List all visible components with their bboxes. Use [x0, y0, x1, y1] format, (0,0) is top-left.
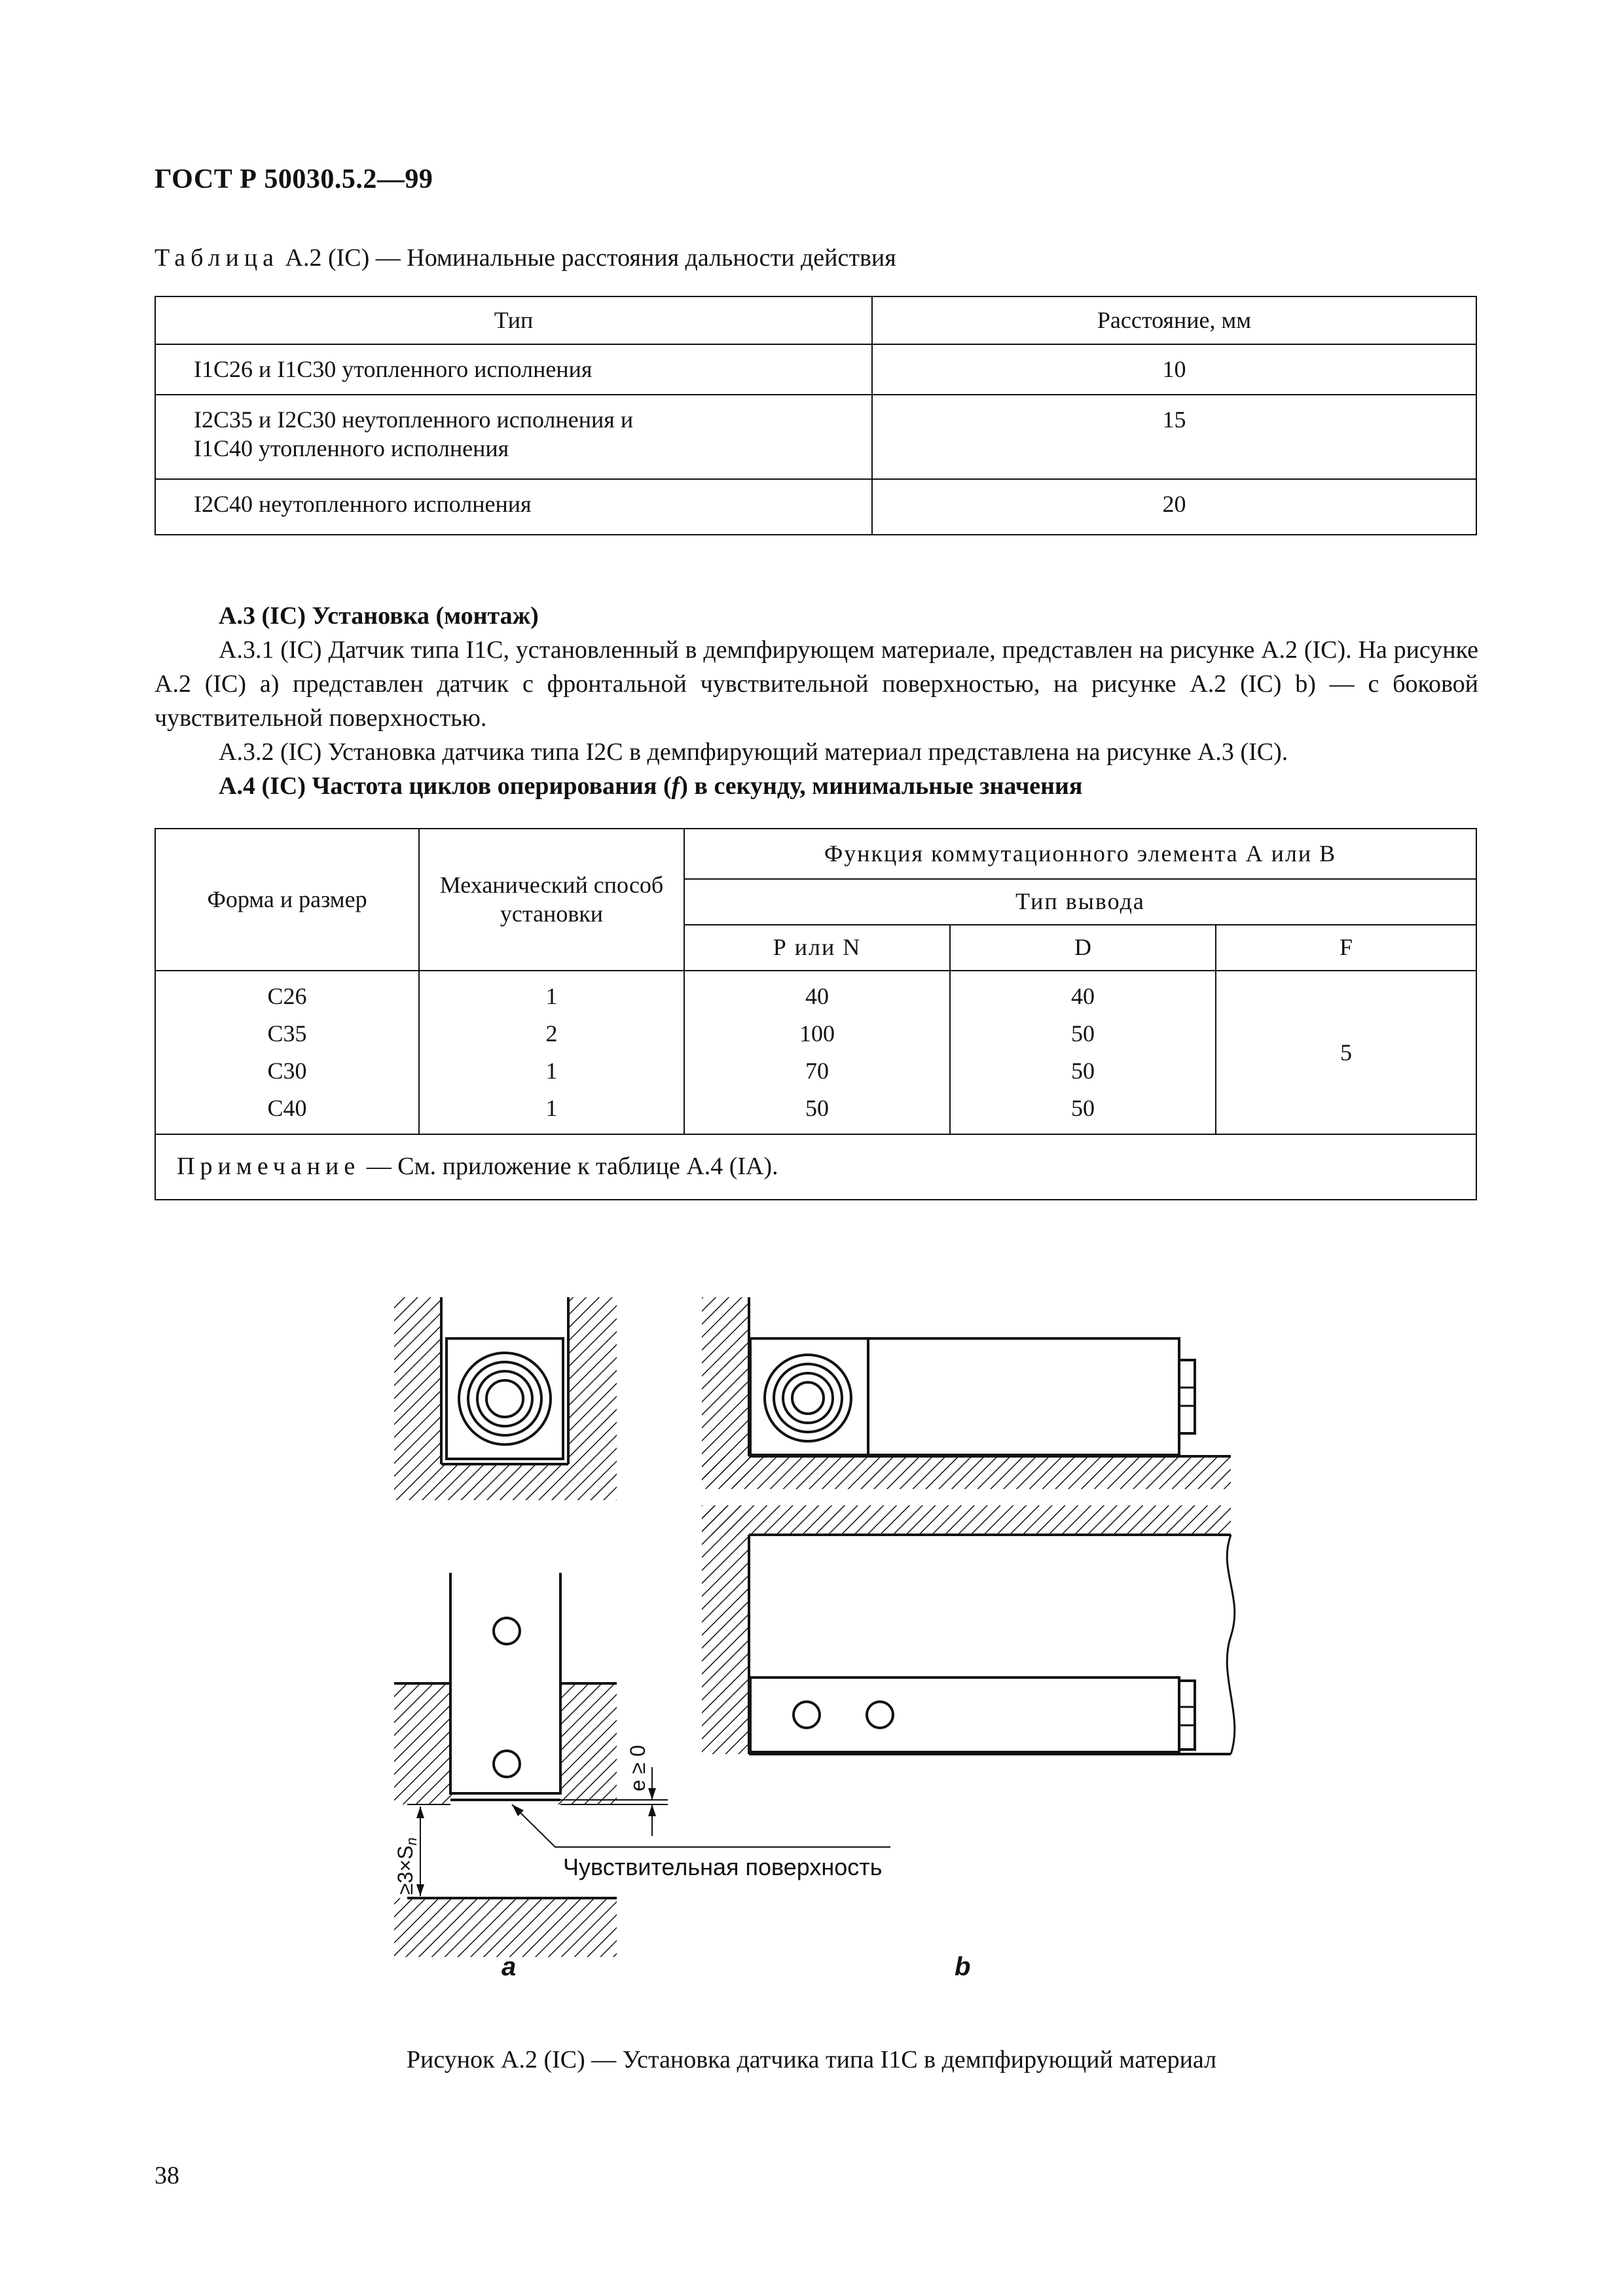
section-heading-a3: А.3 (IC) Установка (монтаж) [219, 602, 539, 630]
cell-line: I2C35 и I2C30 неутопленного исполнения и [194, 406, 634, 433]
table-cell-type: I2C40 неутопленного исполнения [155, 479, 872, 535]
table2-operating-frequency [155, 828, 1477, 1200]
connector [1179, 1360, 1195, 1433]
column-header-type: Тип [155, 296, 872, 344]
table1-caption-text: А.2 (IC) — Номинальные расстояния дальности действия [279, 244, 896, 272]
cell-value: 1 [545, 983, 558, 1009]
paragraph-a31: А.3.1 (IC) Датчик типа I1C, установленный в демпфирующем материале, представлен на рисунке А.2 (IC). На рисунке А.2 (IC) а) представлен датчик с фронтальной чувствительной поверхностью, на рисунке А.2 (IC) b) — с боковой чувствительной поверхностью. [155, 636, 1478, 732]
table-cell-f: 5 [1216, 971, 1476, 1134]
heading-part: ) в секунду, минимальные значения [680, 772, 1083, 800]
table1-caption [155, 243, 896, 272]
cell-value: C35 [267, 1020, 307, 1047]
damping-material-hatch [394, 1898, 617, 1957]
table-cell-type: I1C26 и I1C30 утопленного исполнения [155, 344, 872, 395]
column-header-function: Функция коммутационного элемента А или В [684, 829, 1476, 879]
damping-material-hatch [702, 1505, 749, 1754]
dimension-label-e: e ≥ 0 [626, 1745, 649, 1791]
heading-part: А.4 (IC) Частота циклов оперирования ( [219, 772, 672, 800]
body-text [155, 599, 1478, 803]
cell-value: 50 [805, 1095, 829, 1121]
table-header-row [155, 296, 1476, 344]
damping-material-hatch [702, 1505, 1231, 1535]
column-header-distance: Расстояние, мм [872, 296, 1476, 344]
figure-b-top-view [702, 1297, 1231, 1489]
cell-value: 70 [805, 1058, 829, 1084]
dimension-label-3sn [393, 1837, 420, 1895]
cell-value: 50 [1071, 1095, 1095, 1121]
cell-value: 1 [545, 1058, 558, 1084]
column-header-f: F [1216, 925, 1476, 971]
table-cell-pn [684, 971, 950, 1134]
table-cell-d [950, 971, 1216, 1134]
damping-material-hatch [702, 1456, 1231, 1489]
figure-label-a: a [501, 1952, 517, 1981]
break-line [1227, 1535, 1235, 1754]
note-text: — См. приложение к таблице А.4 (IA). [360, 1153, 778, 1180]
column-header-d: D [950, 925, 1216, 971]
table-cell-shapes [155, 971, 419, 1134]
table-row [155, 395, 1476, 478]
sensor-body [750, 1677, 1179, 1752]
figure-caption: Рисунок А.2 (IC) — Установка датчика типа I1C в демпфирующий материал [406, 2046, 1217, 2073]
cell-value: C26 [267, 983, 307, 1009]
page-number: 38 [155, 2162, 179, 2189]
cell-value: 40 [1071, 983, 1095, 1009]
table1-caption-prefix: Таблица [155, 244, 280, 272]
column-header-mech: Механический способ установки [419, 829, 684, 971]
table-note [155, 1134, 1476, 1200]
leader-line [512, 1804, 890, 1847]
figure-label-b: b [955, 1952, 971, 1981]
sensitive-surface-label: Чувствительная поверхность [563, 1854, 883, 1880]
table-header-row [155, 829, 1476, 879]
damping-material-hatch [394, 1683, 453, 1804]
document-header: ГОСТ Р 50030.5.2—99 [155, 164, 433, 194]
figure-b-side-view [702, 1505, 1235, 1754]
table-row [155, 971, 1476, 1134]
table-cell-mech [419, 971, 684, 1134]
label-3sn-text: ≥3×S [393, 1845, 417, 1895]
connector [1179, 1681, 1195, 1749]
cell-value: 40 [805, 983, 829, 1009]
damping-material-hatch [568, 1297, 617, 1464]
table-cell-distance: 20 [872, 479, 1476, 535]
cell-value: C30 [267, 1058, 307, 1084]
figure-a-top-view [394, 1297, 617, 1500]
sensor-body [450, 1574, 560, 1793]
sensor-body [447, 1338, 563, 1459]
column-header-pn: Р или N [684, 925, 950, 971]
cell-line: I1C40 утопленного исполнения [194, 435, 509, 461]
column-header-output: Тип вывода [684, 879, 1476, 925]
cell-value: C40 [267, 1095, 307, 1121]
damping-material-hatch [394, 1297, 441, 1464]
sensor-body [868, 1338, 1179, 1455]
damping-material-hatch [394, 1464, 617, 1500]
table-cell-type [155, 395, 872, 478]
figure-sensor-installation [367, 1283, 1270, 2003]
frequency-symbol: f [671, 772, 680, 800]
table-cell-distance: 15 [872, 395, 1476, 478]
damping-material-hatch [558, 1683, 617, 1804]
table-cell-distance: 10 [872, 344, 1476, 395]
section-heading-a4 [155, 769, 1478, 803]
column-header-shape: Форма и размер [155, 829, 419, 971]
label-3sn-sub: n [403, 1837, 420, 1846]
cell-value: 100 [799, 1020, 835, 1047]
table1-nominal-distances [155, 296, 1477, 535]
cell-value: 1 [545, 1095, 558, 1121]
cell-value: 2 [545, 1020, 558, 1047]
cell-value: 50 [1071, 1058, 1095, 1084]
table-note-row [155, 1134, 1476, 1200]
cell-value: 50 [1071, 1020, 1095, 1047]
paragraph-a32: А.3.2 (IC) Установка датчика типа I2C в демпфирующий материал представлена на рисунке А.3 (IC). [219, 738, 1288, 766]
table-row [155, 479, 1476, 535]
table-row [155, 344, 1476, 395]
note-prefix: Примечание [177, 1153, 361, 1180]
